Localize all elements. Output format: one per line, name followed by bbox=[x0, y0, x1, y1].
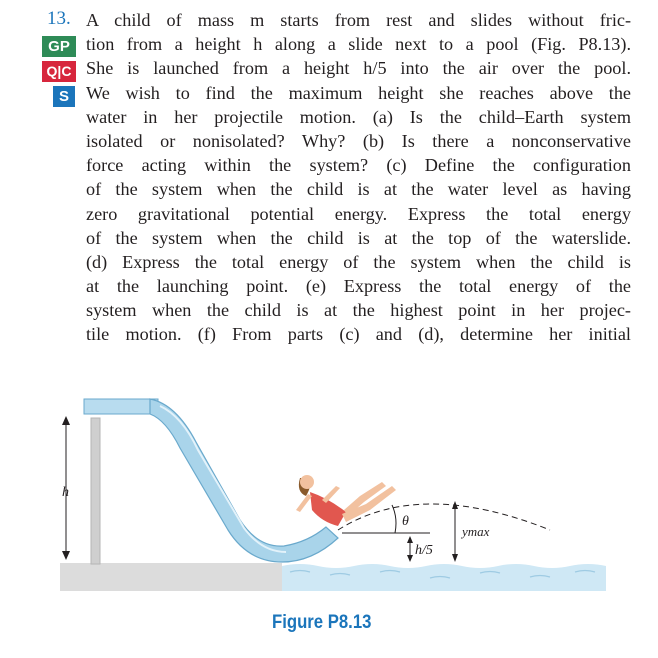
text-line: She is launched from a height h/5 into the air over the pool. bbox=[86, 58, 631, 79]
h5-label: h/5 bbox=[415, 543, 433, 558]
theta-label: θ bbox=[402, 514, 409, 529]
figure-caption: Figure P8.13 bbox=[272, 612, 372, 633]
text-line: (d) Express the total energy of the system when the child is bbox=[86, 251, 631, 272]
text-line: system when the child is at the highest point in her projec- bbox=[86, 300, 631, 321]
child-arm-right bbox=[322, 486, 340, 503]
child-arm-left bbox=[296, 494, 312, 512]
text-line: zero gravitational potential energy. Express the total energy bbox=[86, 203, 631, 224]
text-line: isolated or nonisolated? Why? (b) Is there a nonconservative bbox=[86, 130, 631, 151]
slide-pole bbox=[91, 418, 100, 564]
text-line: of the system when the child is at the water level as having bbox=[86, 179, 631, 200]
text-line: We wish to find the maximum height she reaches above the bbox=[86, 82, 631, 103]
text-line: tile motion. (f) From parts (c) and (d), determine her initial bbox=[86, 324, 631, 345]
child-head bbox=[300, 475, 314, 489]
angle-arc bbox=[392, 505, 396, 533]
gp-badge: GP bbox=[42, 36, 76, 57]
text-line: A child of mass m starts from rest and slides without fric- bbox=[86, 10, 631, 30]
text-line: of the system when the child is at the top of the waterslide. bbox=[86, 227, 631, 248]
ymax-label: ymax bbox=[462, 524, 490, 539]
ground bbox=[60, 563, 282, 591]
text-line: force acting within the system? (c) Define the configuration bbox=[86, 155, 631, 176]
pool-water bbox=[282, 564, 606, 591]
slide-platform bbox=[84, 399, 158, 414]
qc-badge: Q|C bbox=[42, 61, 76, 82]
child-figure bbox=[296, 475, 396, 526]
s-badge: S bbox=[53, 86, 75, 107]
text-line: at the launching point. (e) Express the total energy of the bbox=[86, 276, 631, 297]
h-label: h bbox=[62, 485, 69, 500]
problem-number: 13. bbox=[47, 8, 71, 29]
text-line: water in her projectile motion. (a) Is the child–Earth system bbox=[86, 106, 631, 127]
text-line: tion from a height h along a slide next to a pool (Fig. P8.13). bbox=[86, 34, 631, 55]
